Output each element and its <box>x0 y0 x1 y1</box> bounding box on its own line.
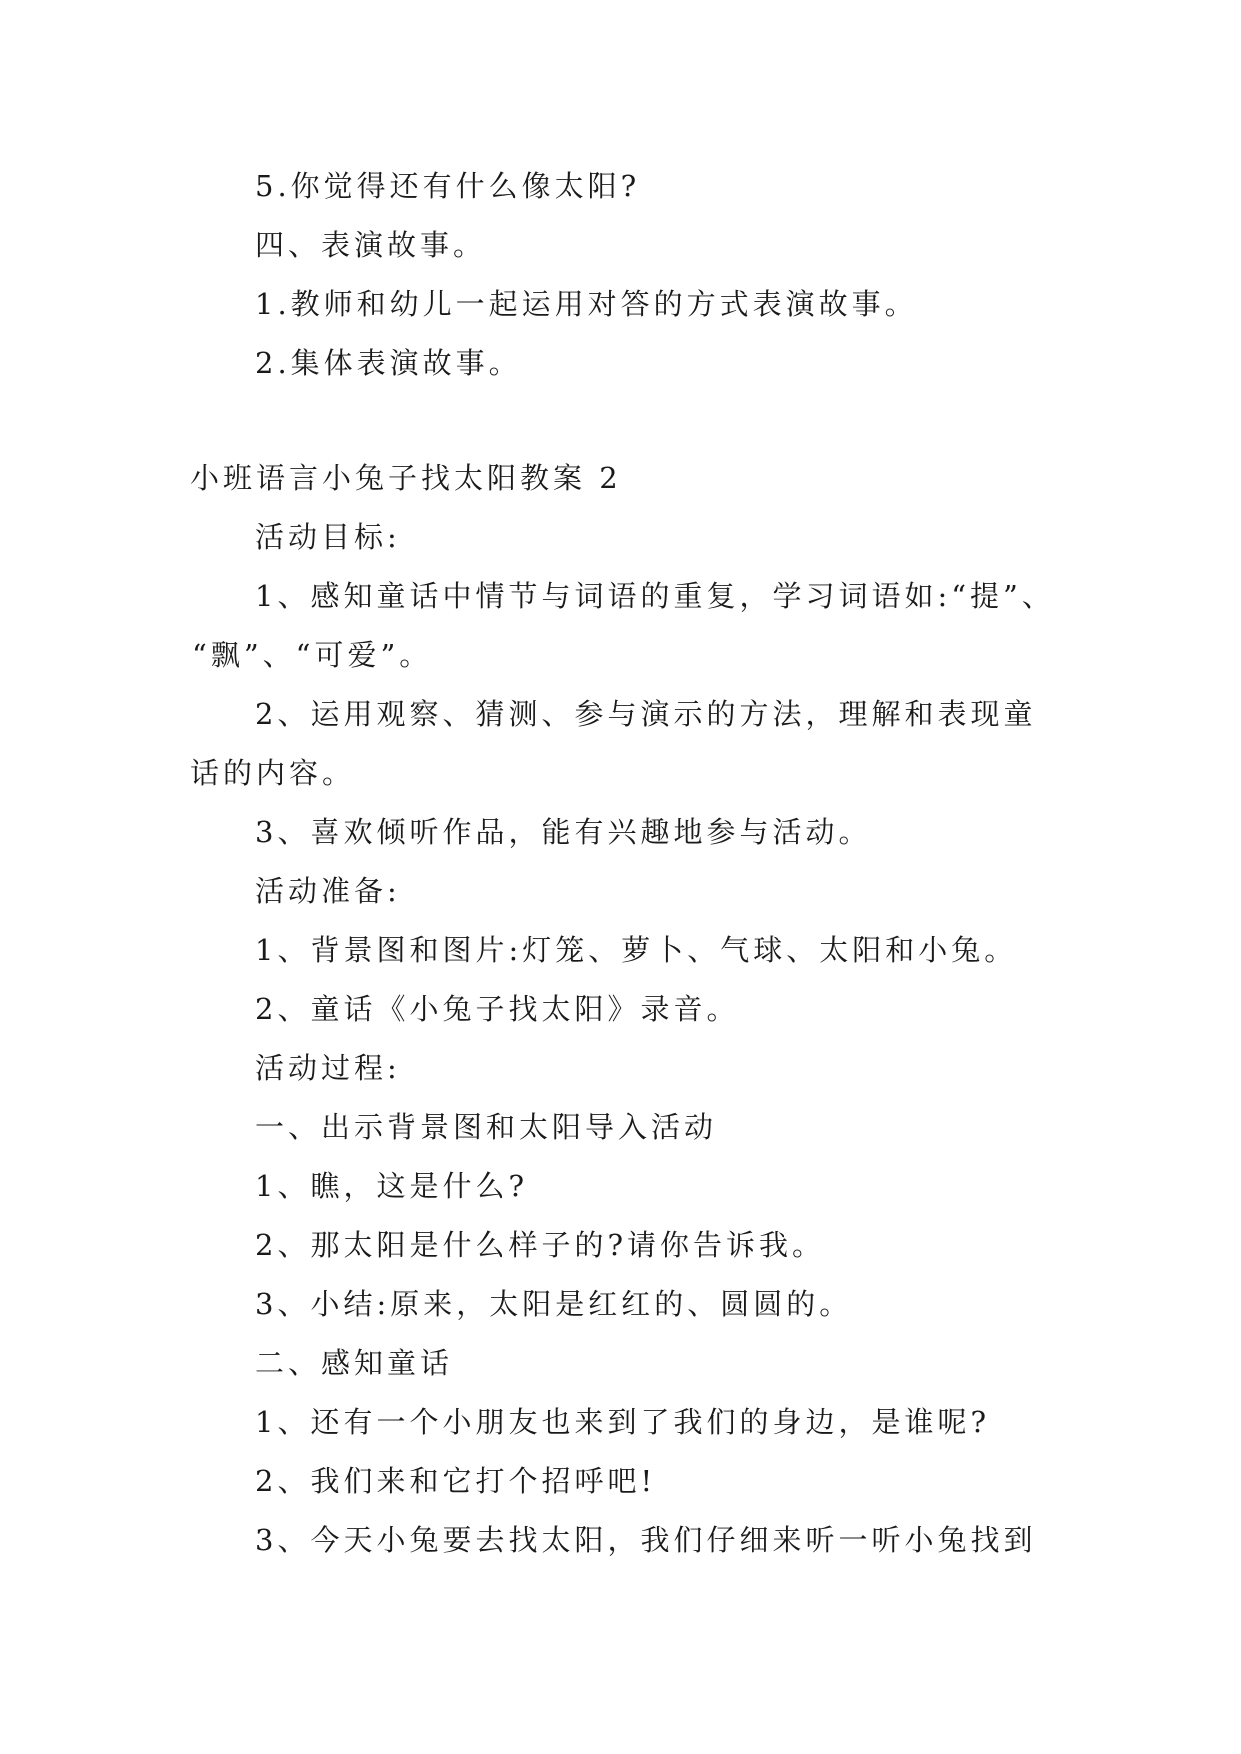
goal-3: 3、喜欢倾听作品，能有兴趣地参与活动。 <box>255 815 872 849</box>
process-step-2-item-2: 2、我们来和它打个招呼吧! <box>255 1464 657 1498</box>
section-heading-perform-story: 四、表演故事。 <box>255 228 487 262</box>
process-step-1-item-1: 1、瞧，这是什么? <box>255 1169 528 1203</box>
preparation-1: 1、背景图和图片:灯笼、萝卜、气球、太阳和小兔。 <box>255 933 1018 967</box>
goal-1-line-2: “飘”、“可爱”。 <box>192 638 433 672</box>
heading-activity-process: 活动过程: <box>255 1051 401 1085</box>
paragraph-item-2: 2.集体表演故事。 <box>255 346 522 380</box>
process-step-1-heading: 一、出示背景图和太阳导入活动 <box>255 1110 718 1144</box>
process-step-2-item-3: 3、今天小兔要去找太阳，我们仔细来听一听小兔找到 <box>255 1523 1037 1557</box>
paragraph-item-1: 1.教师和幼儿一起运用对答的方式表演故事。 <box>255 287 918 321</box>
process-step-1-item-2: 2、那太阳是什么样子的?请你告诉我。 <box>255 1228 825 1262</box>
process-step-1-item-3: 3、小结:原来，太阳是红红的、圆圆的。 <box>255 1287 853 1321</box>
goal-2-line-2: 话的内容。 <box>190 756 356 790</box>
heading-activity-preparation: 活动准备: <box>255 874 401 908</box>
goal-2-line-1: 2、运用观察、猜测、参与演示的方法，理解和表现童 <box>255 697 1037 731</box>
lesson-plan-title: 小班语言小兔子找太阳教案 2 <box>190 461 622 495</box>
process-step-2-heading: 二、感知童话 <box>255 1346 454 1380</box>
paragraph-q5: 5.你觉得还有什么像太阳? <box>255 169 641 203</box>
heading-activity-goals: 活动目标: <box>255 520 401 554</box>
process-step-2-item-1: 1、还有一个小朋友也来到了我们的身边，是谁呢? <box>255 1405 990 1439</box>
goal-1-line-1: 1、感知童话中情节与词语的重复，学习词语如:“提”、 <box>255 579 1055 613</box>
preparation-2: 2、童话《小兔子找太阳》录音。 <box>255 992 740 1026</box>
